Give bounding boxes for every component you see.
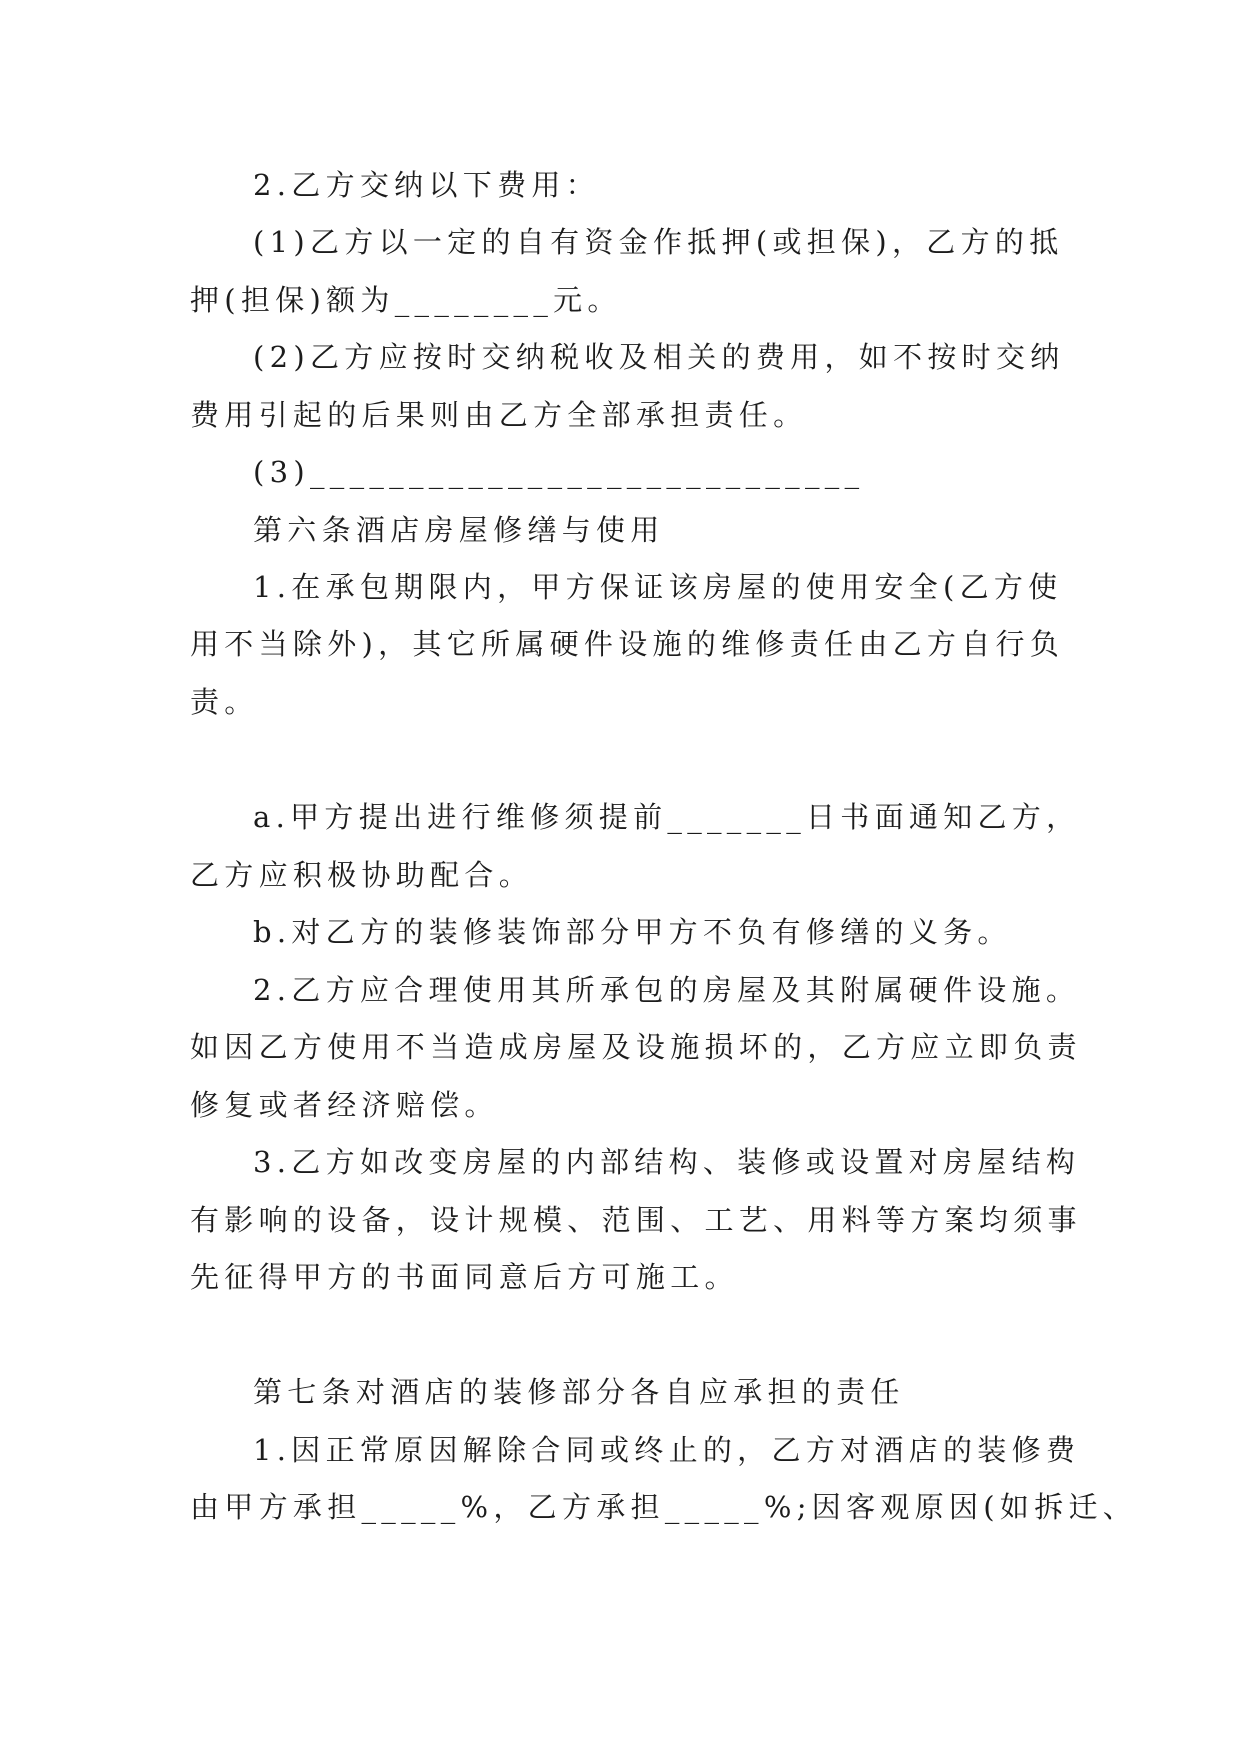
section-heading: 第六条酒店房屋修缮与使用: [253, 513, 665, 547]
paragraph-line: 2.乙方应合理使用其所承包的房屋及其附属硬件设施。: [253, 973, 1081, 1007]
paragraph-line: a.甲方提出进行维修须提前_______日书面通知乙方，: [253, 800, 1081, 834]
paragraph-line: 由甲方承担_____%，乙方承担_____%;因客观原因(如拆迁、: [190, 1490, 1138, 1524]
section-heading: 第七条对酒店的装修部分各自应承担的责任: [253, 1375, 905, 1409]
paragraph-line: 有影响的设备，设计规模、范围、工艺、用料等方案均须事: [190, 1203, 1082, 1237]
paragraph-line: (3)____________________________: [253, 455, 865, 489]
paragraph-line: 2.乙方交纳以下费用：: [253, 168, 600, 202]
paragraph-line: 3.乙方如改变房屋的内部结构、装修或设置对房屋结构: [253, 1145, 1081, 1179]
paragraph-line: 1.在承包期限内，甲方保证该房屋的使用安全(乙方使: [253, 570, 1063, 604]
paragraph-line: (2)乙方应按时交纳税收及相关的费用，如不按时交纳: [253, 340, 1065, 374]
paragraph-line: 押(担保)额为________元。: [190, 283, 622, 317]
paragraph-line: 修复或者经济赔偿。: [190, 1088, 499, 1122]
paragraph-line: 费用引起的后果则由乙方全部承担责任。: [190, 398, 808, 432]
paragraph-line: 如因乙方使用不当造成房屋及设施损坏的，乙方应立即负责: [190, 1030, 1082, 1064]
paragraph-line: 乙方应积极协助配合。: [190, 858, 534, 892]
paragraph-line: (1)乙方以一定的自有资金作抵押(或担保)，乙方的抵: [253, 225, 1064, 259]
paragraph-line: 先征得甲方的书面同意后方可施工。: [190, 1260, 739, 1294]
paragraph-line: 用不当除外)，其它所属硬件设施的维修责任由乙方自行负: [190, 627, 1065, 661]
paragraph-line: 1.因正常原因解除合同或终止的，乙方对酒店的装修费: [253, 1433, 1081, 1467]
paragraph-line: 责。: [190, 685, 259, 719]
paragraph-line: b.对乙方的装修装饰部分甲方不负有修缮的义务。: [253, 915, 1012, 949]
